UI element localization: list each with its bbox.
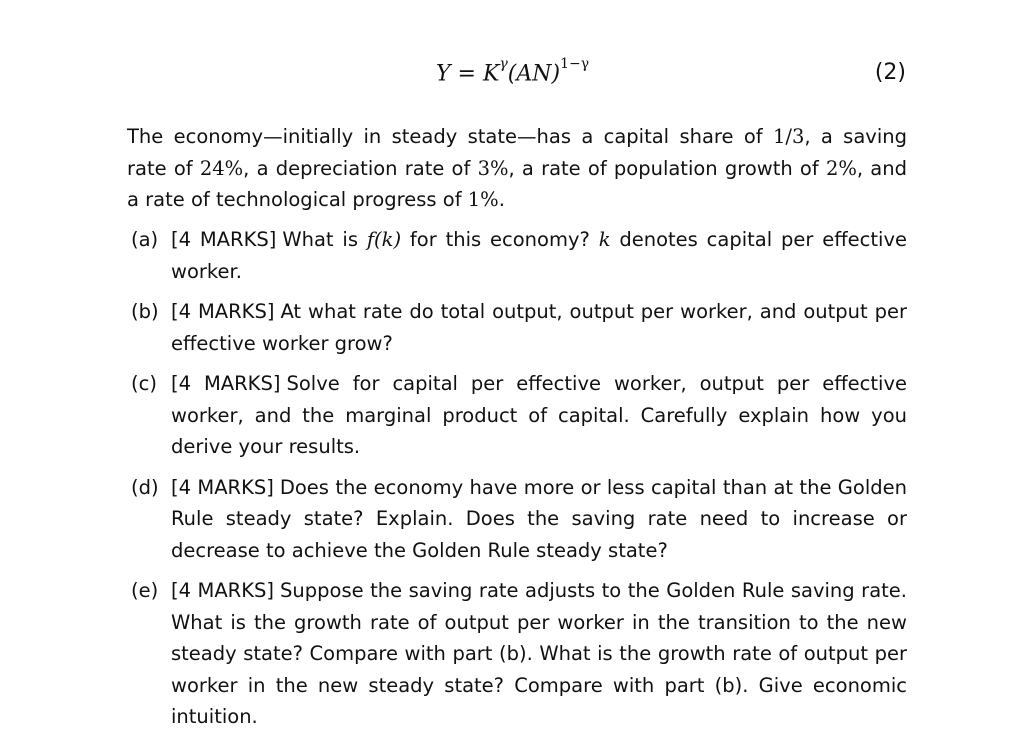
question-c — [127, 368, 907, 463]
question-letter: (d) — [131, 475, 159, 499]
saving-rate-value: 24% — [199, 156, 244, 180]
intro-text-3: , a depreciation rate of — [243, 156, 478, 180]
question-text: At what rate do total output, output per worker, and output per effective worker grow? — [171, 300, 907, 355]
question-marks: [4 MARKS] — [171, 228, 277, 251]
population-growth-value: 2% — [825, 156, 857, 180]
question-text: for this economy? — [401, 228, 599, 251]
eq-labor-exponent: 1−γ — [560, 56, 590, 72]
capital-share-value: 1/3 — [772, 125, 805, 148]
question-math-fk: f(k) — [366, 228, 402, 251]
question-b — [127, 296, 907, 359]
eq-effective-labor: (AN) — [507, 61, 561, 87]
question-math-k: k — [598, 228, 611, 251]
intro-text-6: . — [498, 188, 505, 211]
question-text: Does the economy have more or less capital than at the Golden Rule steady state? Explain. Does the saving rate need to increase or decrease to achieve the Golden Rule steady state? — [171, 475, 907, 562]
question-list — [127, 224, 907, 742]
question-letter: (c) — [131, 372, 157, 395]
intro-text-2: , a saving rate of — [127, 125, 907, 180]
question-text: Solve for capital per effective worker, output per effective worker, and the marginal product of capital. Carefully explain how you derive your results. — [171, 372, 908, 458]
production-function-equation — [436, 56, 590, 87]
question-marks: [4 MARKS] — [171, 475, 274, 499]
question-letter: (b) — [131, 300, 159, 323]
eq-capital-symbol: K — [482, 61, 500, 87]
question-text: Suppose the saving rate adjusts to the Golden Rule saving rate. What is the growth rate of output per worker in the transition to the new steady state? Compare with part (b). What is the growth rate of output per worker in the new steady state? Compare with part (b). Give economic intuition. — [171, 579, 907, 728]
depreciation-rate-value: 3% — [477, 156, 509, 180]
question-e — [127, 575, 907, 733]
intro-text-5: , and a rate of technological progress of — [127, 156, 907, 211]
question-letter: (e) — [131, 579, 159, 602]
tech-progress-value: 1% — [467, 188, 499, 211]
intro-text-4: , a rate of population growth of — [508, 156, 826, 180]
eq-equals: = — [450, 61, 483, 87]
intro-paragraph — [127, 121, 907, 216]
eq-output-symbol: Y — [436, 61, 451, 87]
eq-capital-exponent: γ — [499, 56, 508, 72]
intro-text-1: The economy—initially in steady state—has a capital share of — [127, 125, 773, 148]
question-text: What is — [282, 228, 367, 251]
question-marks: [4 MARKS] — [171, 372, 281, 395]
question-letter: (a) — [131, 228, 159, 251]
equation-number: (2) — [874, 60, 906, 85]
question-a — [127, 224, 907, 287]
question-text: denotes capital per effective worker. — [171, 228, 907, 283]
question-marks: [4 MARKS] — [171, 579, 275, 602]
question-marks: [4 MARKS] — [171, 300, 275, 323]
equation-row — [0, 56, 1024, 96]
question-d — [127, 472, 907, 567]
